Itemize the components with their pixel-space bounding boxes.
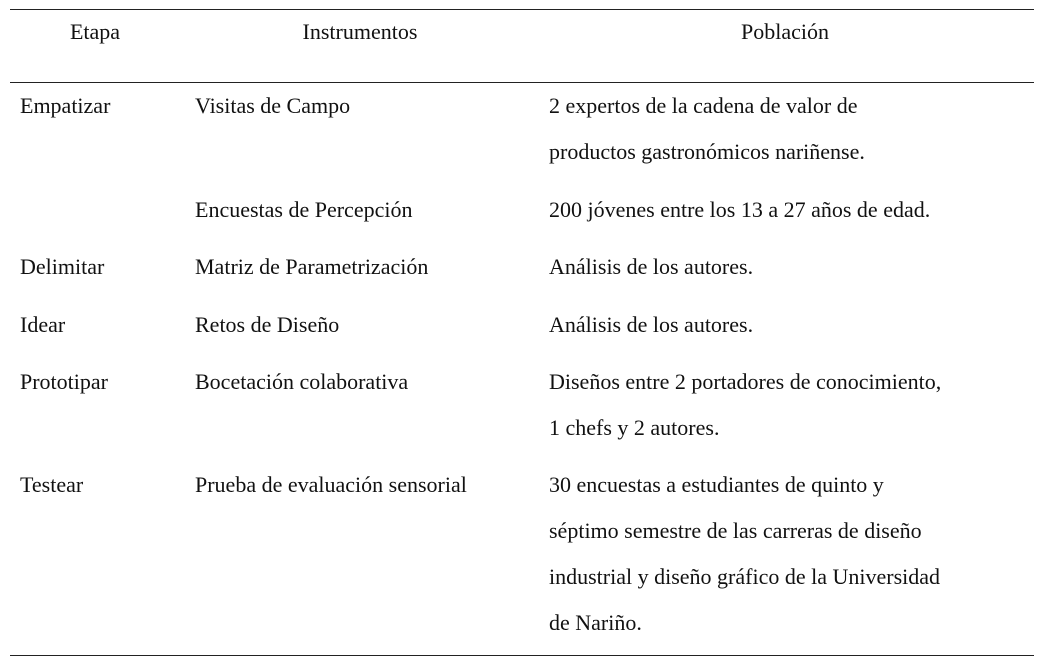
table-header-rule [10,82,1034,83]
poblacion-line: 2 expertos de la cadena de valor de [549,93,858,118]
table-bottom-rule [10,655,1034,656]
cell-poblacion-expertos [549,83,865,175]
header-poblacion: Población [741,19,829,44]
cell-etapa-prototipar: Prototipar [20,369,108,394]
cell-poblacion-encuestas [549,462,940,646]
poblacion-line: de Nariño. [549,610,642,635]
cell-etapa-delimitar: Delimitar [20,254,105,279]
cell-poblacion-jovenes [549,187,930,233]
poblacion-line: industrial y diseño gráfico de la Universidad [549,564,941,589]
poblacion-line: séptimo semestre de las carreras de diseño [549,518,922,543]
cell-instrumento-retos: Retos de Diseño [195,312,340,337]
header-etapa: Etapa [69,19,121,44]
poblacion-line: Diseños entre 2 portadores de conocimiento, [549,369,942,394]
poblacion-line: productos gastronómicos nariñense. [549,139,865,164]
cell-etapa-idear: Idear [20,312,66,337]
header-instrumentos: Instrumentos [302,19,418,44]
poblacion-line: 1 chefs y 2 autores. [549,415,720,440]
cell-instrumento-visitas: Visitas de Campo [195,93,351,118]
poblacion-line: Análisis de los autores. [549,312,754,337]
poblacion-line: 200 jóvenes entre los 13 a 27 años de edad. [549,197,931,222]
cell-instrumento-matriz: Matriz de Parametrización [195,254,429,279]
poblacion-line: 30 encuestas a estudiantes de quinto y [549,472,884,497]
poblacion-line: Análisis de los autores. [549,254,754,279]
cell-etapa-empatizar: Empatizar [20,93,111,118]
cell-instrumento-prueba: Prueba de evaluación sensorial [195,472,467,497]
cell-instrumento-bocetacion: Bocetación colaborativa [195,369,409,394]
table-top-rule [10,9,1034,10]
cell-etapa-testear: Testear [20,472,84,497]
cell-poblacion-disenos [549,359,941,451]
cell-poblacion-analisis-1 [549,244,753,290]
cell-instrumento-encuestas: Encuestas de Percepción [195,197,413,222]
cell-poblacion-analisis-2 [549,302,753,348]
